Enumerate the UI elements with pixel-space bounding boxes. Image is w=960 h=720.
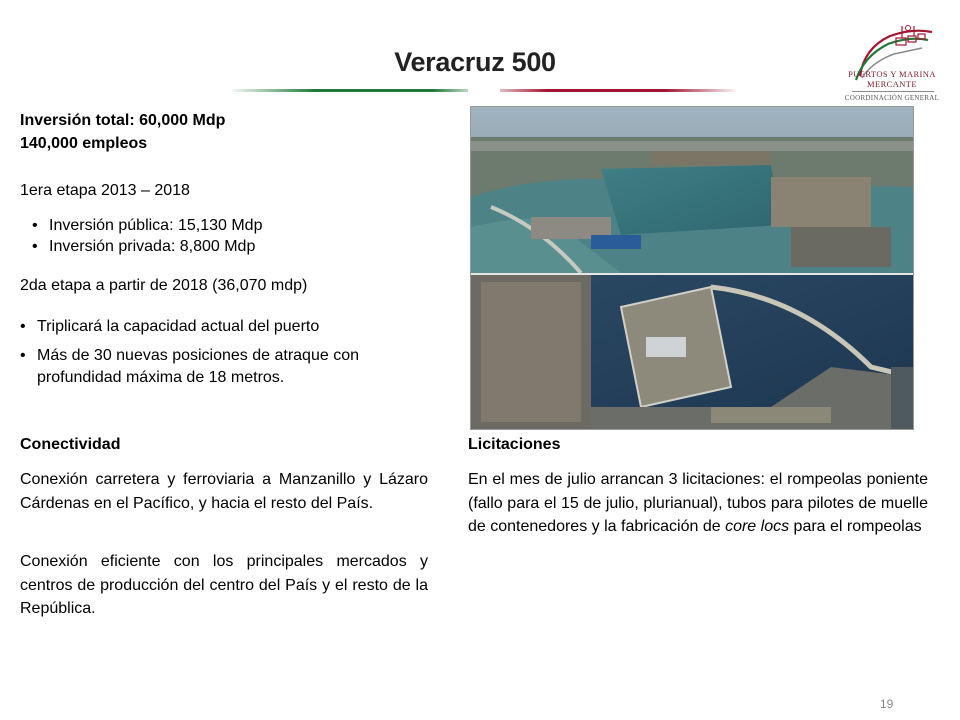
title-underline-green [232,89,468,92]
bullet-icon: • [32,217,38,234]
logo-text-line3: COORDINACIÓN GENERAL [844,94,940,102]
licitaciones-heading: Licitaciones [468,436,561,453]
slide-title: Veracruz 500 [394,47,556,77]
jobs-count: 140,000 empleos [20,135,148,152]
port-aerial-photos [470,106,914,430]
bullet-icon: • [32,238,38,255]
bullet-icon: • [20,318,26,335]
ship-logo-icon [842,18,942,106]
stage1-heading: 1era etapa 2013 – 2018 [20,182,190,199]
bullet-icon: • [20,347,26,364]
title-underline-red [500,89,736,92]
total-investment: Inversión total: 60,000 Mdp [20,112,226,129]
conectividad-heading: Conectividad [20,436,121,453]
logo-text-line1: PUERTOS Y MARINA [848,69,936,79]
conectividad-paragraph-2: Conexión eficiente con los principales mercados y centros de producción del centro del País y el resto de la República. [20,553,428,617]
licitaciones-paragraph: En el mes de julio arrancan 3 licitaciones: el rompeolas poniente (fallo para el 15 de julio, plurianual), tubos para pilotes de muelle de contenedores y la fabricación de core locs para el rompeolas [468,471,928,535]
conectividad-paragraph-1: Conexión carretera y ferroviaria a Manzanillo y Lázaro Cárdenas en el Pacífico, y hacia el resto del País. [20,471,428,512]
logo-divider [852,91,934,92]
logo-text-line2: MERCANTE [867,79,917,89]
page-number: 19 [880,697,894,711]
stage2-heading: 2da etapa a partir de 2018 (36,070 mdp) [20,277,308,294]
